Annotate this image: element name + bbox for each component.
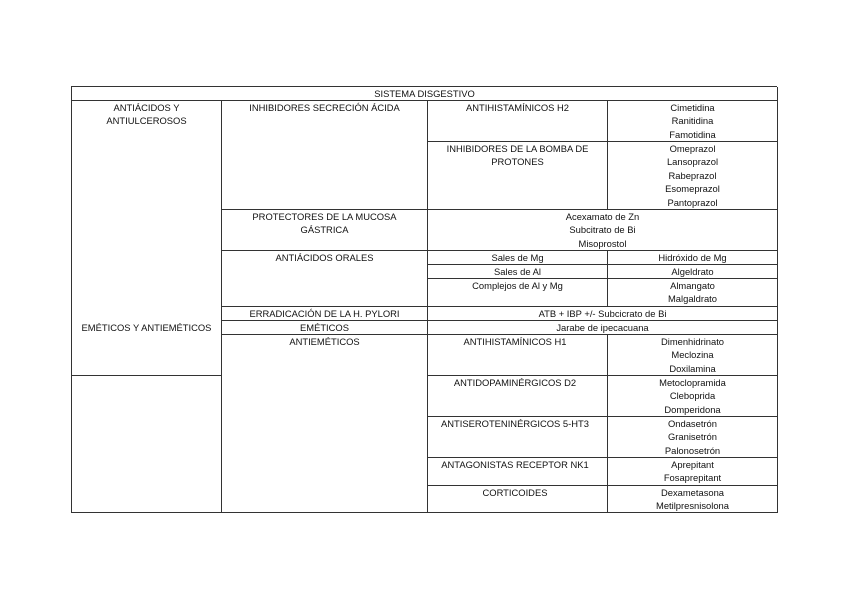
class-sales-mg: Sales de Mg: [428, 251, 608, 265]
class-complejos: Complejos de Al y Mg: [428, 279, 608, 307]
drugs-sales-mg: Hidróxido de Mg: [608, 251, 778, 265]
class-ibp: INHIBIDORES DE LA BOMBA DE PROTONES: [428, 142, 608, 210]
table-title: SISTEMA DISGESTIVO: [72, 87, 778, 101]
class-antiht3: ANTISEROTENINÉRGICOS 5-HT3: [428, 417, 608, 458]
group-antiacidos: ANTIÁCIDOS Y ANTIULCEROSOS: [72, 101, 222, 376]
class-sales-al: Sales de Al: [428, 265, 608, 279]
class-antih2: ANTIHISTAMÍNICOS H2: [428, 101, 608, 142]
drugs-corticoides: Dexametasona Metilpresnisolona: [608, 486, 778, 513]
subgroup-protectores: PROTECTORES DE LA MUCOSA GÁSTRICA: [222, 210, 428, 251]
class-antid2: ANTIDOPAMINÉRGICOS D2: [428, 376, 608, 417]
drugs-antid2: Metoclopramida Cleboprida Domperidona: [608, 376, 778, 417]
drugs-antiht3: Ondasetrón Granisetrón Palonosetrón: [608, 417, 778, 458]
class-antih1: ANTIHISTAMÍNICOS H1: [428, 335, 608, 376]
subgroup-secrecion: INHIBIDORES SECRECIÓN ÁCIDA: [222, 101, 428, 210]
drugs-ibp: Omeprazol Lansoprazol Rabeprazol Esomeprazol Pantoprazol: [608, 142, 778, 210]
subgroup-erradicacion: ERRADICACIÓN DE LA H. PYLORI: [222, 307, 428, 321]
subgroup-emeticos: EMÉTICOS: [222, 321, 428, 335]
drugs-complejos: Almangato Malgaldrato: [608, 279, 778, 307]
drug-classification-table: [71, 86, 777, 513]
drugs-protectores: Acexamato de Zn Subcitrato de Bi Misoprostol: [428, 210, 778, 251]
drugs-nk1: Aprepitant Fosaprepitant: [608, 458, 778, 486]
drugs-antih2: Cimetidina Ranitidina Famotidina: [608, 101, 778, 142]
drugs-emeticos: Jarabe de ipecacuana: [428, 321, 778, 335]
subgroup-antiemeticos: ANTIEMÉTICOS: [222, 335, 428, 513]
class-corticoides: CORTICOIDES: [428, 486, 608, 513]
drugs-sales-al: Algeldrato: [608, 265, 778, 279]
subgroup-antiacidos-orales: ANTIÁCIDOS ORALES: [222, 251, 428, 307]
class-nk1: ANTAGONISTAS RECEPTOR NK1: [428, 458, 608, 486]
drugs-erradicacion: ATB + IBP +/- Subcicrato de Bi: [428, 307, 778, 321]
group-emeticos: EMÉTICOS Y ANTIEMÉTICOS: [72, 321, 222, 513]
drugs-antih1: Dimenhidrinato Meclozina Doxilamina: [608, 335, 778, 376]
